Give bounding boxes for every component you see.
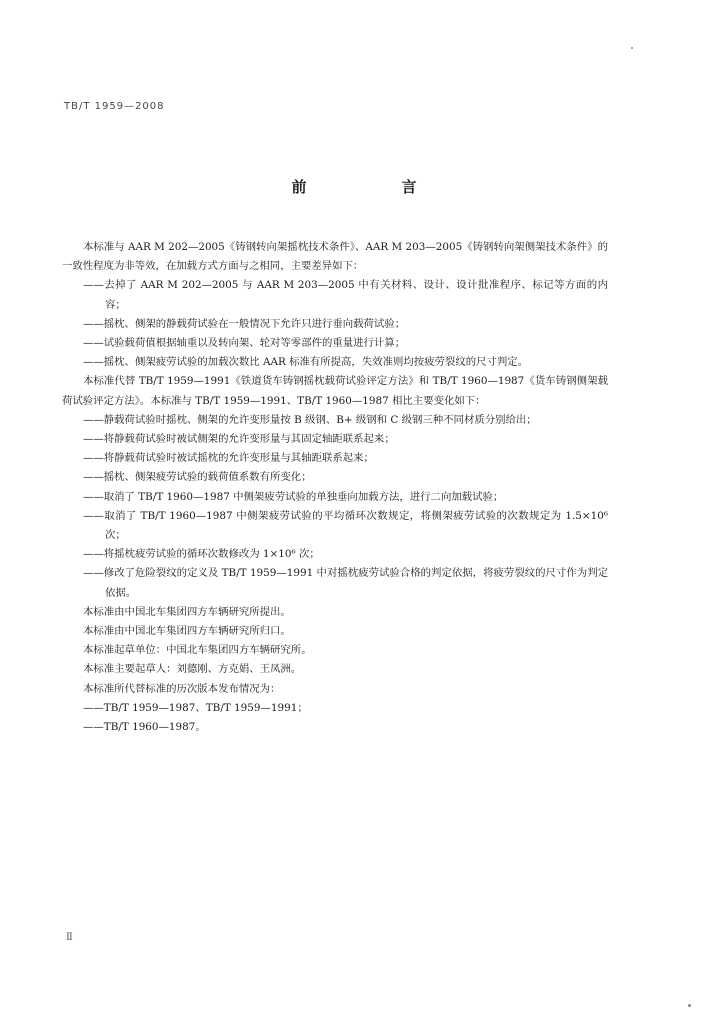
- foreword-paragraph: 本标准所代替标准的历次版本发布情况为：: [83, 682, 281, 695]
- history-item: ——TB/T 1959—1987、TB/T 1959—1991；: [83, 701, 308, 714]
- foreword-paragraph: 本标准与 AAR M 202—2005《铸钢转向架摇枕技术条件》、AAR M 203—2005《铸钢转向架侧架技术条件》的一致性程度为非等效，在加载方式方面与之相同，主要差异如下：: [62, 241, 608, 273]
- change-item: ——取消了 TB/T 1960—1987 中侧架疲劳试验的平均循环次数规定，将侧架疲劳试验的次数规定为 1.5×10⁶ 次；: [83, 509, 608, 542]
- page-title: 前 言: [291, 178, 457, 196]
- history-item: ——TB/T 1960—1987。: [83, 721, 206, 734]
- change-item: ——将静载荷试验时被试侧架的允许变形量与其固定轴距联系起来；: [83, 433, 395, 446]
- scan-speck: [688, 1004, 691, 1007]
- difference-item: ——摇枕、侧架疲劳试验的加载次数比 AAR 标准有所提高，失效准则均按疲劳裂纹的尺寸判定。: [83, 356, 529, 369]
- difference-item: ——去掉了 AAR M 202—2005 与 AAR M 203—2005 中有关材料、设计、设计批准程序、标记等方面的内容；: [83, 279, 608, 311]
- foreword-paragraph: 本标准主要起草人：刘德刚、方克娟、王凤洲。: [83, 663, 302, 676]
- scan-speck: [631, 47, 633, 49]
- change-item: ——将摇枕疲劳试验的循环次数修改为 1×10⁶ 次；: [83, 548, 320, 561]
- page-number: Ⅱ: [66, 932, 73, 943]
- standard-code-header: TB/T 1959—2008: [64, 101, 165, 112]
- foreword-paragraph: 本标准由中国北车集团四方车辆研究所提出。: [83, 605, 291, 618]
- change-item: ——将静载荷试验时被试摇枕的允许变形量与其轴距联系起来；: [83, 452, 374, 465]
- change-item: ——静载荷试验时摇枕、侧架的允许变形量按 B 级钢、B+ 级钢和 C 级钢三种不同材质分别给出；: [83, 413, 537, 426]
- change-item: ——取消了 TB/T 1960—1987 中侧架疲劳试验的单独垂向加载方法，进行二向加载试验；: [83, 490, 504, 503]
- difference-item: ——摇枕、侧架的静载荷试验在一般情况下允许只进行垂向载荷试验；: [83, 317, 406, 330]
- foreword-paragraph: 本标准由中国北车集团四方车辆研究所归口。: [83, 625, 291, 638]
- foreword-body: [62, 238, 608, 737]
- change-item: ——修改了危险裂纹的定义及 TB/T 1959—1991 中对摇枕疲劳试验合格的判定依据，将疲劳裂纹的尺寸作为判定依据。: [83, 567, 608, 599]
- foreword-paragraph: 本标准代替 TB/T 1959—1991《铁道货车铸钢摇枕载荷试验评定方法》和 TB/T 1960—1987《货车铸钢侧架载荷试验评定方法》。本标准与 TB/T 1959—1991、TB/T 1960—1987 相比主要变化如下：: [62, 375, 608, 407]
- foreword-paragraph: 本标准起草单位：中国北车集团四方车辆研究所。: [83, 644, 312, 657]
- difference-item: ——试验载荷值根据轴重以及转向架、轮对等零部件的重量进行计算；: [83, 337, 406, 350]
- change-item: ——摇枕、侧架疲劳试验的载荷值系数有所变化；: [83, 471, 312, 484]
